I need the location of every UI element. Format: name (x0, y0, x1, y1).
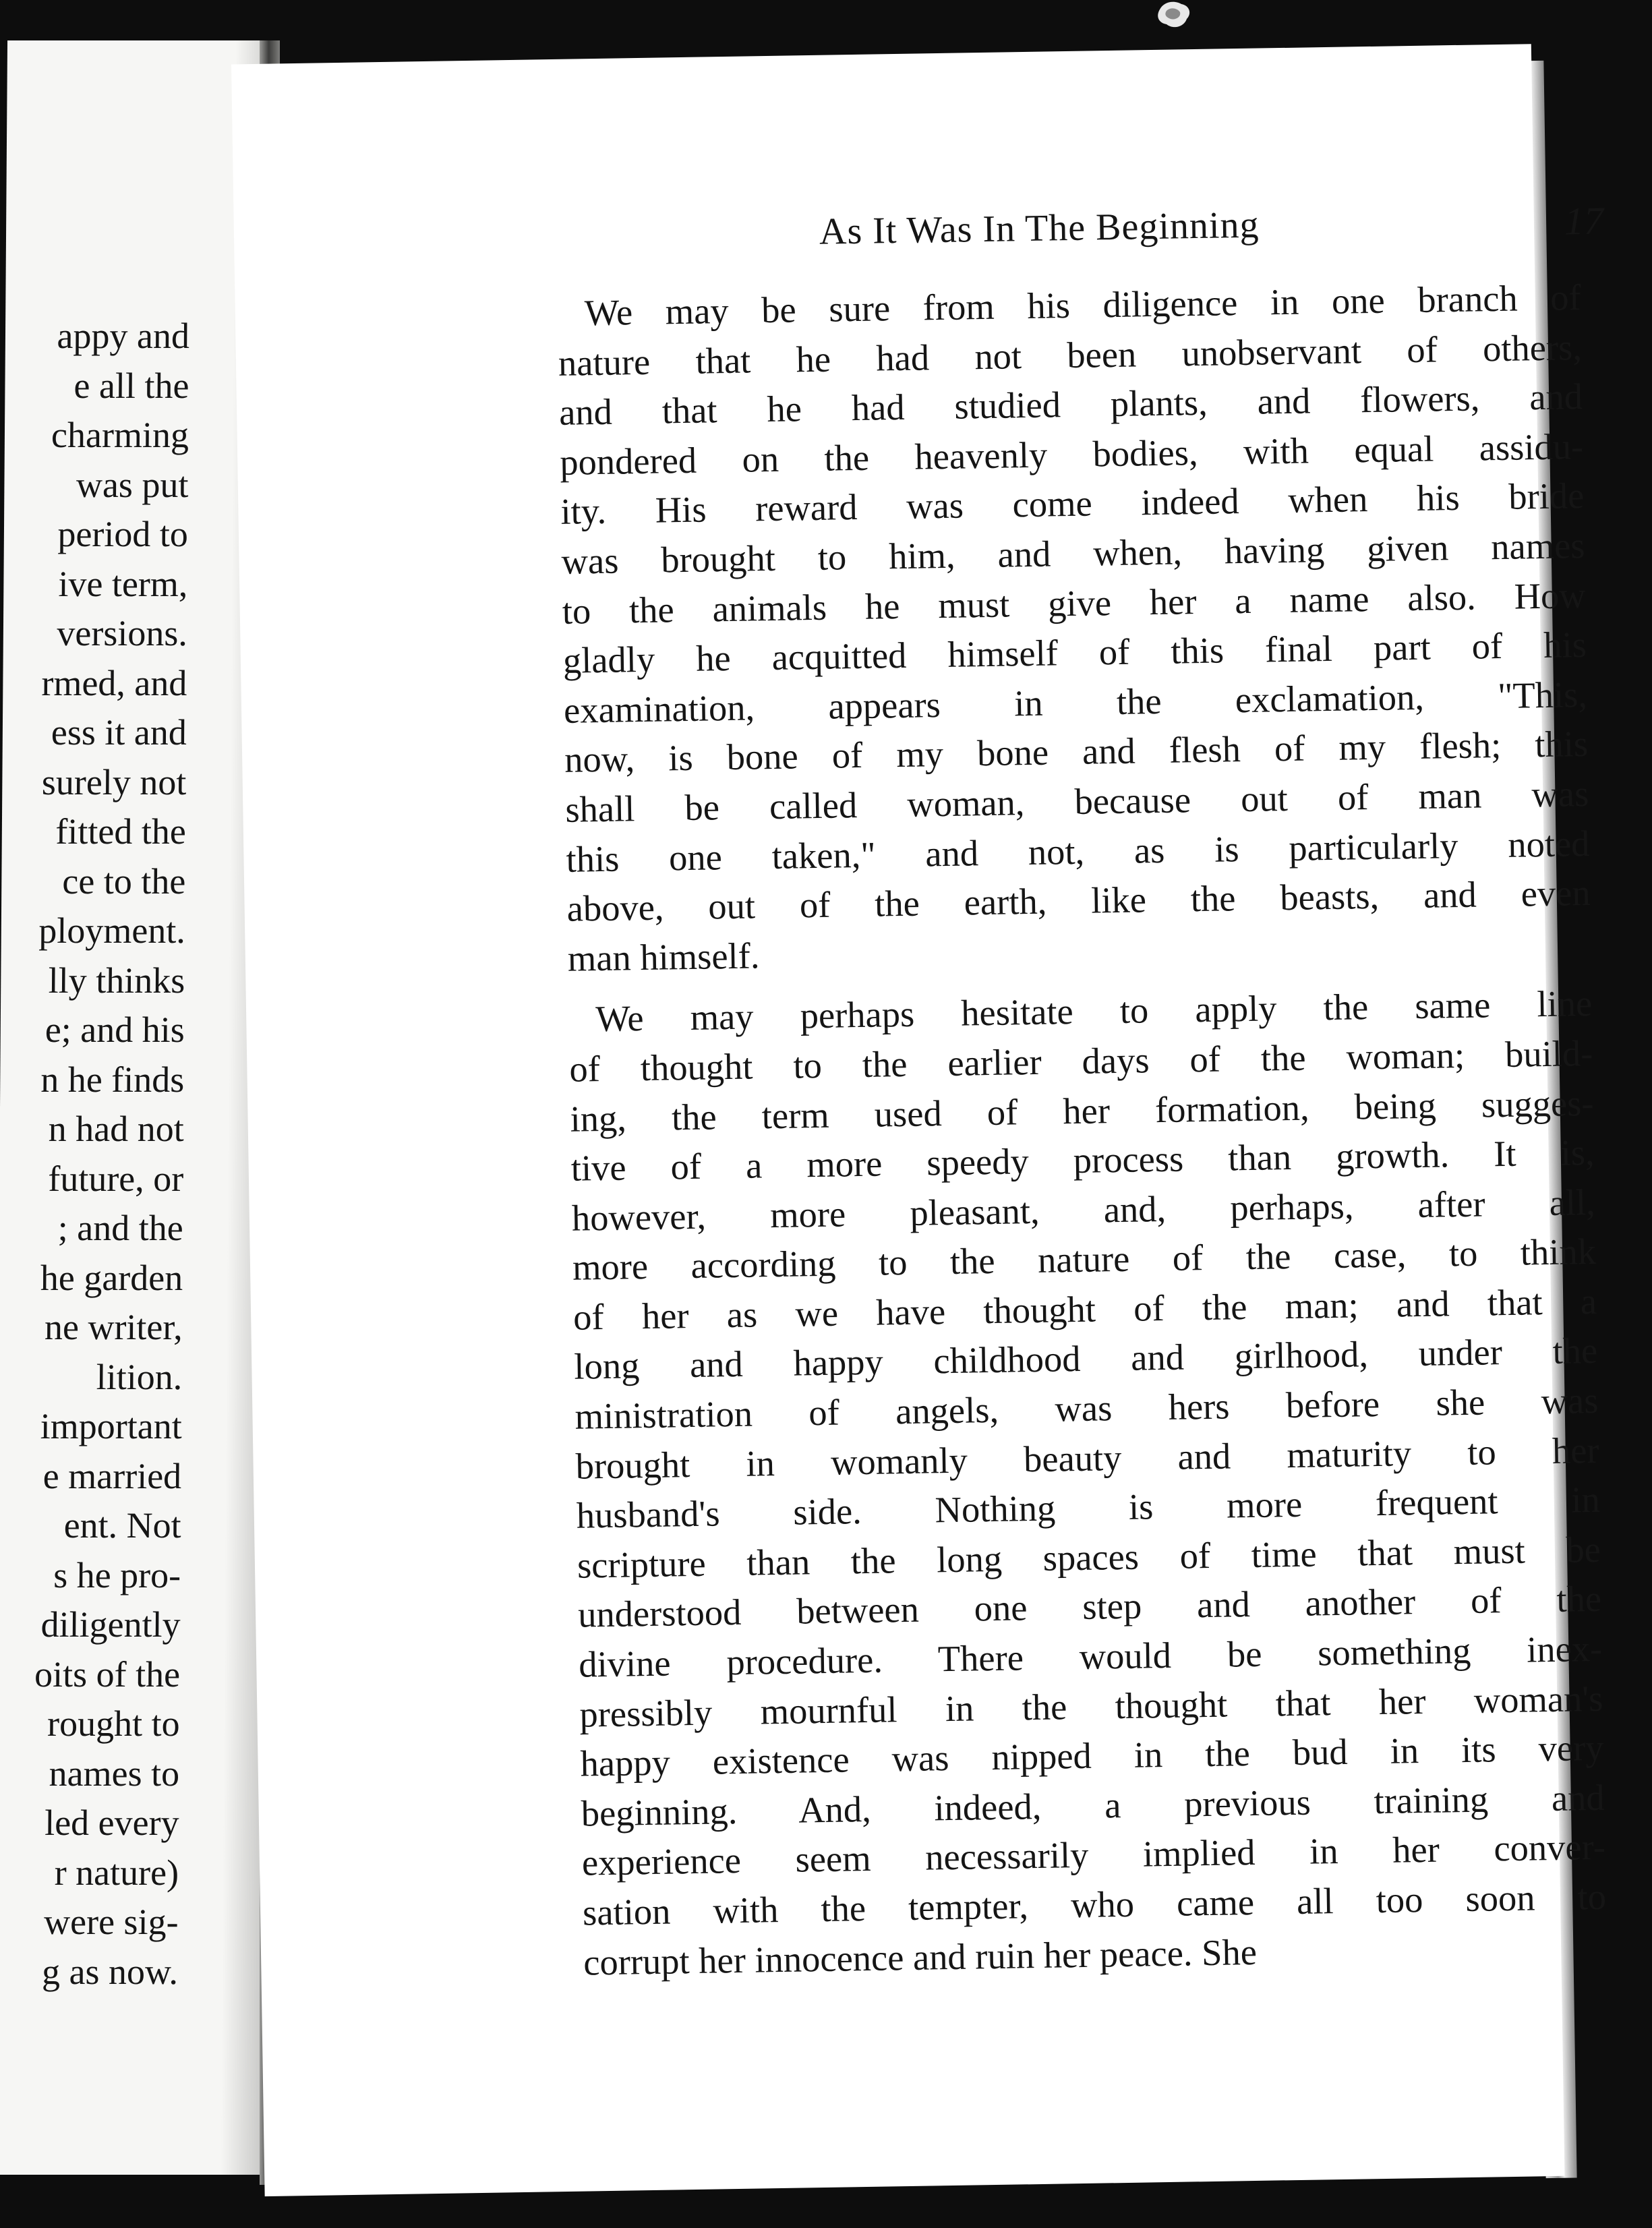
left-page-line: e all the (73, 365, 189, 406)
text-line: now, is bone of my bone and flesh of my flesh; this (564, 723, 1589, 781)
left-page-line: future, or (48, 1158, 184, 1199)
left-page-line: rmed, and (41, 662, 187, 703)
text-line: happy existence was nipped in the bud in its very (580, 1727, 1604, 1784)
text-line: scripture than the long spaces of time that must be (577, 1528, 1601, 1586)
text-line: corrupt her innocence and ruin her peace. She (583, 1931, 1258, 1983)
text-line: examination, appears in the exclamation, "This, (563, 673, 1588, 731)
left-page-line: ; and the (57, 1208, 183, 1248)
text-line: brought in womanly beauty and maturity to her (575, 1429, 1600, 1487)
page-header (556, 198, 1622, 275)
text-line: tive of a more speedy process than growth. It is, (570, 1132, 1595, 1189)
paragraph-2 (568, 978, 1607, 1987)
left-page-line: rought to (47, 1703, 180, 1744)
left-page-line: surely not (41, 761, 187, 802)
left-page-line: was put (76, 464, 189, 505)
text-line: was brought to him, and when, having given names (561, 525, 1585, 582)
text-line: man himself. (567, 935, 760, 979)
text-line: however, more pleasant, and, perhaps, after all, (571, 1181, 1596, 1239)
left-page-line: lly thinks (48, 960, 185, 1001)
left-page-line: ne writer, (44, 1307, 183, 1347)
text-line: of thought to the earlier days of the woman; build- (568, 1032, 1593, 1090)
text-line: beginning. And, indeed, a previous training and (581, 1776, 1605, 1834)
left-page (0, 40, 276, 2175)
text-line: nature that he had not been unobservant of others, (558, 326, 1583, 384)
left-page-line: r nature) (54, 1852, 179, 1893)
ink-blot-icon (1154, 0, 1193, 32)
left-page-line: ess it and (51, 712, 187, 753)
left-page-line: diligently (40, 1604, 181, 1645)
left-page-line: important (40, 1406, 182, 1446)
left-page-line: appy and (57, 316, 190, 356)
left-page-line: fitted the (55, 811, 187, 852)
left-page-line: period to (57, 514, 189, 554)
left-page-line: ployment. (38, 910, 186, 951)
text-line: shall be called woman, because out of man was (564, 772, 1589, 830)
text-line: gladly he acquitted himself of this final part of his (562, 624, 1587, 682)
left-page-line: were sig- (43, 1902, 179, 1942)
page-number: 17 (1564, 198, 1604, 243)
text-line: ministration of angels, was hers before she was (574, 1379, 1599, 1437)
text-line: We may be sure from his diligence in one branch of (584, 276, 1582, 334)
text-line: divine procedure. There would be something inex- (578, 1627, 1603, 1685)
text-line: pondered on the heavenly bodies, with equal assidu- (559, 425, 1584, 483)
text-line: ity. His reward was come indeed when his bride (560, 475, 1585, 533)
text-line: We may perhaps hesitate to apply the same line (595, 983, 1593, 1040)
left-page-line: ent. Not (63, 1505, 181, 1546)
text-line: long and happy childhood and girlhood, under the (573, 1330, 1598, 1388)
text-line: more according to the nature of the case, to think (572, 1231, 1597, 1289)
left-page-line: e; and his (45, 1009, 185, 1050)
left-page-line: ce to the (62, 860, 186, 902)
text-line: husband's side. Nothing is more frequent in (576, 1479, 1601, 1536)
body-text (557, 272, 1607, 1999)
text-line: experience seem necessarily implied in her conver- (581, 1826, 1606, 1884)
text-line: of her as we have thought of the man; and that a (572, 1280, 1597, 1338)
left-page-line: he garden (40, 1257, 183, 1298)
left-page-line: n had not (48, 1109, 184, 1149)
text-line: sation with the tempter, who came all too soon to (582, 1875, 1607, 1933)
text-line: understood between one step and another of the (577, 1578, 1602, 1636)
left-page-line: e married (42, 1455, 182, 1496)
paragraph-1 (557, 272, 1591, 983)
left-page-line: lition. (96, 1356, 183, 1397)
running-title: As It Was In The Beginning (819, 204, 1260, 253)
text-line: to the animals he must give her a name also. How (562, 574, 1587, 632)
left-page-line: n he finds (40, 1059, 185, 1100)
left-page-line: ive term, (58, 563, 188, 604)
left-page-line: charming (51, 415, 189, 455)
left-page-line: s he pro- (53, 1554, 181, 1595)
left-page-line: g as now. (41, 1951, 179, 1992)
text-line: pressibly mournful in the thought that her woman's (579, 1677, 1603, 1735)
left-page-line: led every (44, 1802, 179, 1843)
text-line: above, out of the earth, like the beasts, and even (566, 872, 1591, 929)
text-line: this one taken," and not, as is particularly noted (566, 822, 1590, 880)
left-page-line: oits of the (34, 1653, 181, 1695)
left-page-text (31, 312, 189, 1997)
main-page (231, 44, 1607, 2196)
left-page-line: names to (49, 1753, 180, 1794)
left-page-line: versions. (57, 613, 188, 653)
text-line: ing, the term used of her formation, being sugges- (570, 1082, 1594, 1140)
text-line: and that he had studied plants, and flowers, and (558, 376, 1583, 434)
